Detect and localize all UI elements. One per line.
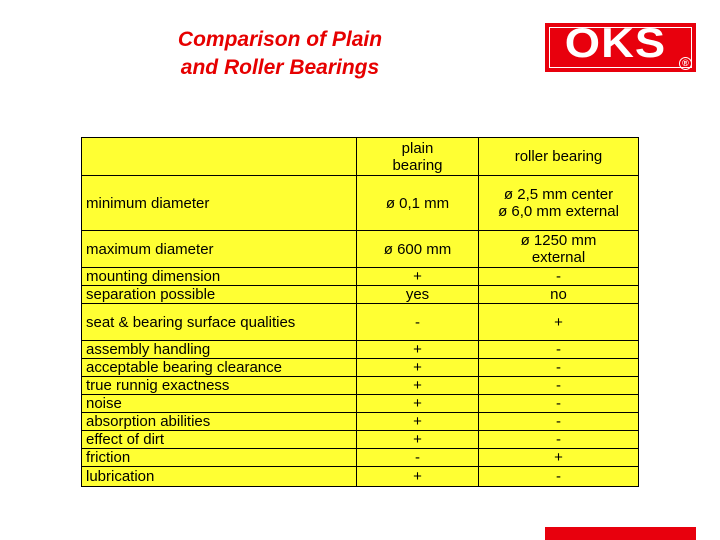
table-row — [82, 286, 639, 304]
row-roller-value: - — [479, 467, 639, 487]
row-plain-value: + — [357, 268, 479, 286]
row-label: assembly handling — [82, 341, 357, 359]
row-plain-value: + — [357, 341, 479, 359]
roller-line1: ø 1250 mm — [520, 232, 597, 249]
row-label: mounting dimension — [82, 268, 357, 286]
table-row — [82, 431, 639, 449]
row-plain-value: ø 0,1 mm — [357, 176, 479, 231]
row-plain-value: - — [357, 449, 479, 467]
row-roller-value — [479, 176, 639, 231]
row-roller-value: - — [479, 431, 639, 449]
row-plain-value: + — [357, 467, 479, 487]
row-label: separation possible — [82, 286, 357, 304]
table-row — [82, 268, 639, 286]
header-roller-bearing: roller bearing — [479, 138, 639, 176]
header-plain-bearing — [357, 138, 479, 176]
roller-line2: external — [531, 249, 586, 266]
row-label: minimum diameter — [82, 176, 357, 231]
table-row — [82, 395, 639, 413]
logo-text: OKS — [564, 19, 667, 66]
roller-line2: ø 6,0 mm external — [498, 203, 619, 220]
table-row — [82, 467, 639, 487]
row-label: true runnig exactness — [82, 377, 357, 395]
row-plain-value: + — [357, 413, 479, 431]
row-plain-value: yes — [357, 286, 479, 304]
table-row — [82, 413, 639, 431]
row-roller-value: no — [479, 286, 639, 304]
row-label: lubrication — [82, 467, 357, 487]
header-empty-cell — [82, 138, 357, 176]
table-row — [82, 359, 639, 377]
row-roller-value: + — [479, 304, 639, 341]
table-row — [82, 449, 639, 467]
footer-red-bar — [545, 527, 696, 540]
row-plain-value: + — [357, 359, 479, 377]
row-label: friction — [82, 449, 357, 467]
row-plain-value: + — [357, 395, 479, 413]
row-plain-value: + — [357, 431, 479, 449]
oks-logo — [545, 19, 696, 72]
row-roller-value: - — [479, 359, 639, 377]
row-label: maximum diameter — [82, 231, 357, 268]
header-plain-line1: plain — [401, 139, 434, 157]
row-label: noise — [82, 395, 357, 413]
roller-line1: ø 2,5 mm center — [503, 186, 614, 203]
row-label: acceptable bearing clearance — [82, 359, 357, 377]
row-label: seat & bearing surface qualities — [82, 304, 357, 341]
row-plain-value: - — [357, 304, 479, 341]
row-label: effect of dirt — [82, 431, 357, 449]
comparison-table — [81, 137, 639, 487]
registered-mark: ® — [679, 57, 692, 70]
row-roller-value: - — [479, 395, 639, 413]
table-row — [82, 304, 639, 341]
header-plain-line2: bearing — [392, 156, 443, 174]
row-plain-value: ø 600 mm — [357, 231, 479, 268]
table-row — [82, 377, 639, 395]
row-plain-value: + — [357, 377, 479, 395]
table-row — [82, 231, 639, 268]
row-roller-value: - — [479, 413, 639, 431]
table-header-row — [82, 138, 639, 176]
title-line-1: Comparison of Plain — [177, 28, 383, 51]
slide-title — [130, 26, 430, 82]
table-row — [82, 176, 639, 231]
row-label: absorption abilities — [82, 413, 357, 431]
row-roller-value: - — [479, 268, 639, 286]
row-roller-value: + — [479, 449, 639, 467]
row-roller-value: - — [479, 341, 639, 359]
title-line-2: and Roller Bearings — [180, 56, 380, 79]
row-roller-value — [479, 231, 639, 268]
row-roller-value: - — [479, 377, 639, 395]
table-row — [82, 341, 639, 359]
